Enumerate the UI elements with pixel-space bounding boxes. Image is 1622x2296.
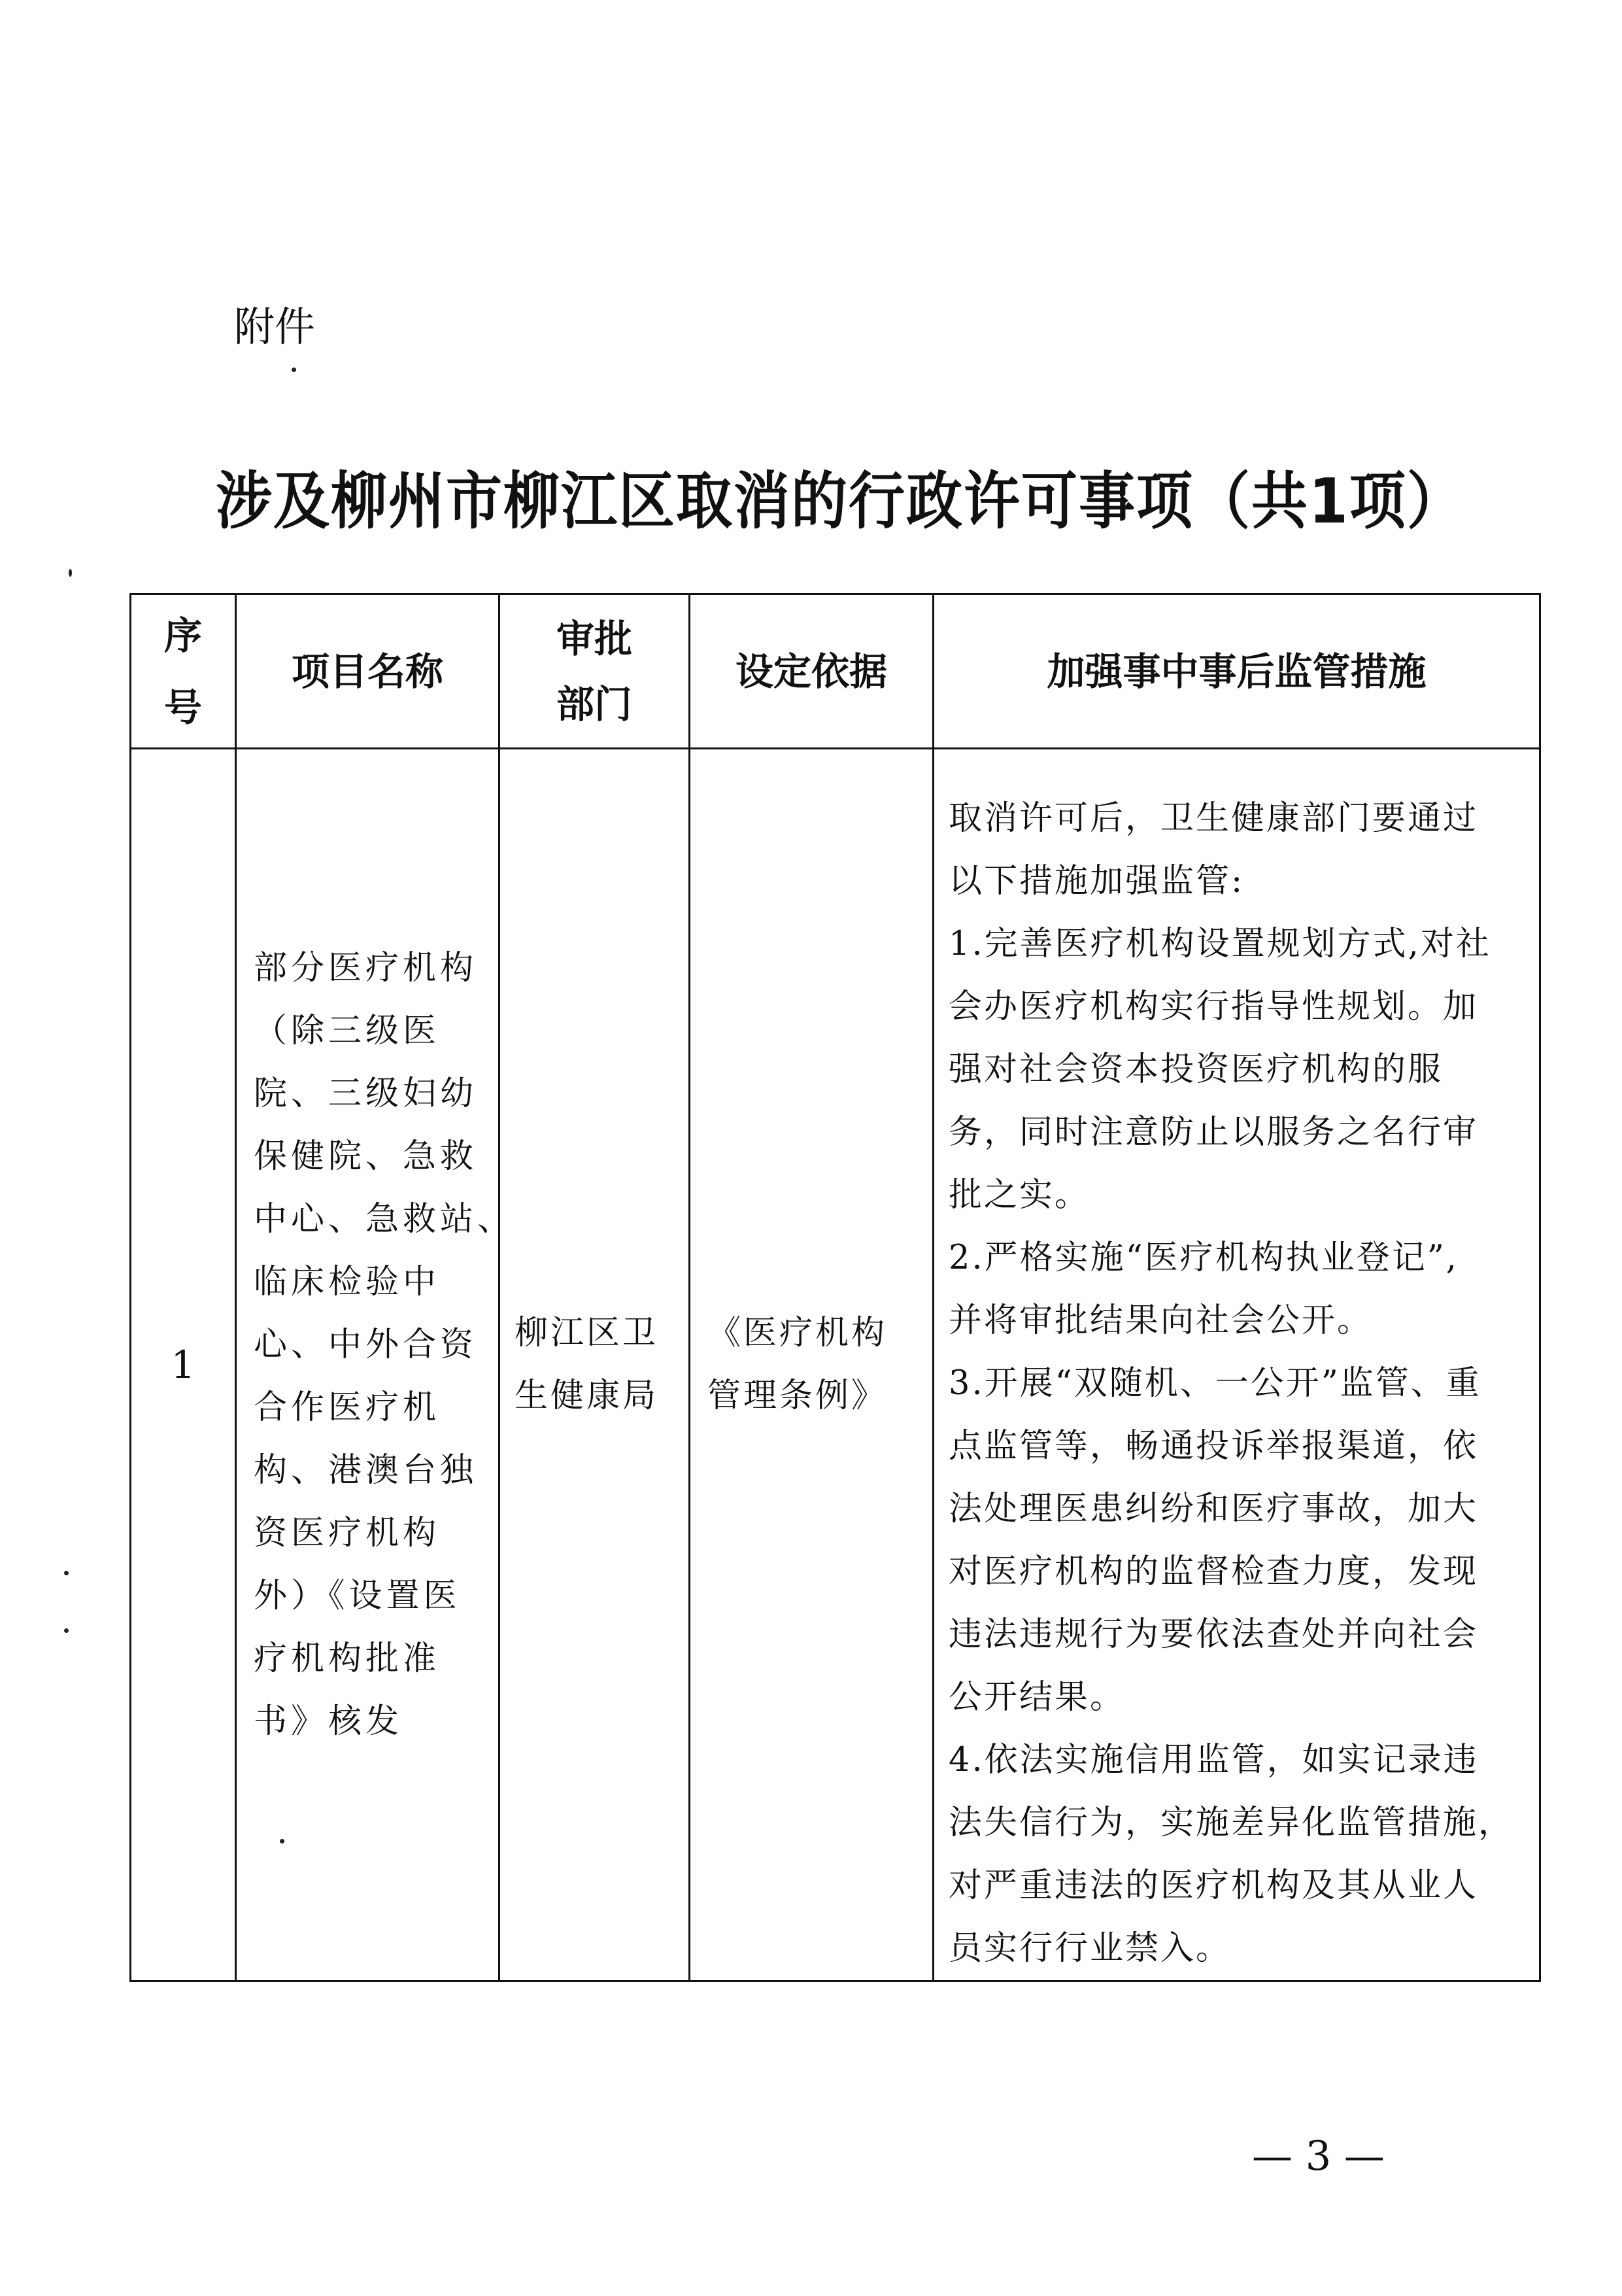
department-line: 柳江区卫 (515, 1314, 659, 1352)
measure-line: 4.依法实施信用监管，如实记录违 (949, 1741, 1479, 1779)
header-supervision-measures (934, 594, 1540, 749)
scan-speck (64, 1571, 69, 1575)
header-legal-basis (690, 594, 934, 749)
cell-item-name (236, 749, 515, 1981)
cell-legal-basis (690, 749, 934, 1981)
measure-line: 法失信行为，实施差异化监管措施， (949, 1804, 1514, 1842)
header-line: 序 (163, 613, 202, 658)
measure-line: 强对社会资本投资医疗机构的服 (949, 1050, 1444, 1089)
scan-speck (64, 1628, 69, 1633)
header-approval-department (499, 594, 690, 749)
table-row (131, 749, 1540, 1981)
header-item-name (236, 594, 499, 749)
document-title: 涉及柳州市柳江区取消的行政许可事项（共1项） (216, 466, 1464, 538)
item-name-line: 合作医疗机 (254, 1388, 441, 1427)
item-name-line: 构、港澳台独 (254, 1451, 478, 1490)
item-name-line: 院、三级妇幼 (254, 1074, 478, 1113)
header-line: 项目名称 (291, 649, 443, 694)
measure-line: 务，同时注意防止以服务之名行审 (949, 1113, 1479, 1152)
measure-line: 法处理医患纠纷和医疗事故，加大 (949, 1490, 1479, 1528)
measure-line: 3.开展“双随机、一公开”监管、重 (949, 1364, 1481, 1403)
header-line: 加强事中事后监管措施 (1047, 649, 1427, 694)
basis-line: 《医疗机构 (707, 1314, 888, 1352)
item-name-line: 临床检验中 (254, 1263, 441, 1301)
table-header-row (131, 594, 1540, 749)
header-line: 号 (163, 685, 202, 730)
attachment-label: 附件 (234, 303, 316, 351)
measure-line: 对医疗机构的监督检查力度，发现 (949, 1552, 1479, 1591)
header-serial-number (131, 594, 236, 749)
cell-serial-number: 1 (131, 749, 236, 1981)
measure-line: 员实行行业禁入。 (949, 1929, 1232, 1968)
scan-speck (292, 368, 296, 372)
item-name-line: 疗机构批准 (254, 1639, 441, 1678)
header-line: 设定依据 (735, 649, 887, 694)
header-line: 部门 (556, 681, 632, 727)
item-name-line: 书》核发 (254, 1702, 403, 1741)
item-name-line: 资医疗机构 (254, 1514, 441, 1552)
header-line: 审批 (556, 616, 632, 661)
measure-line: 点监管等，畅通投诉举报渠道，依 (949, 1427, 1479, 1465)
department-line: 生健康局 (515, 1377, 659, 1415)
cell-approval-department (499, 749, 690, 1981)
measure-line: 2.严格实施“医疗机构执业登记”, (949, 1239, 1459, 1277)
measure-line: 对严重违法的医疗机构及其从业人 (949, 1866, 1479, 1905)
scan-speck (69, 569, 72, 577)
item-name-line: 心、中外合资 (254, 1326, 478, 1364)
measure-line: 1.完善医疗机构设置规划方式,对社 (949, 925, 1491, 963)
measure-line: 公开结果。 (949, 1678, 1126, 1717)
item-name-line: 中心、急救站、 (254, 1200, 515, 1239)
measure-line: 以下措施加强监管: (949, 862, 1245, 900)
item-name-line: 外）《设置医 (254, 1577, 461, 1615)
measure-line: 批之实。 (949, 1176, 1090, 1214)
page-number: — 3 — (1252, 2132, 1385, 2180)
measure-line: 违法违规行为要依法查处并向社会 (949, 1615, 1479, 1654)
item-name-line: 保健院、急救 (254, 1137, 478, 1176)
scan-speck (280, 1839, 284, 1843)
measure-line: 取消许可后，卫生健康部门要通过 (949, 799, 1479, 838)
item-name-line: （除三级医 (254, 1012, 441, 1050)
measure-line: 会办医疗机构实行指导性规划。加 (949, 987, 1479, 1026)
cell-supervision-measures (934, 749, 1540, 1981)
measure-line: 并将审批结果向社会公开。 (949, 1301, 1373, 1340)
item-name-line: 部分医疗机构 (254, 949, 478, 987)
basis-line: 管理条例》 (707, 1377, 888, 1415)
permit-table (129, 593, 1541, 1982)
